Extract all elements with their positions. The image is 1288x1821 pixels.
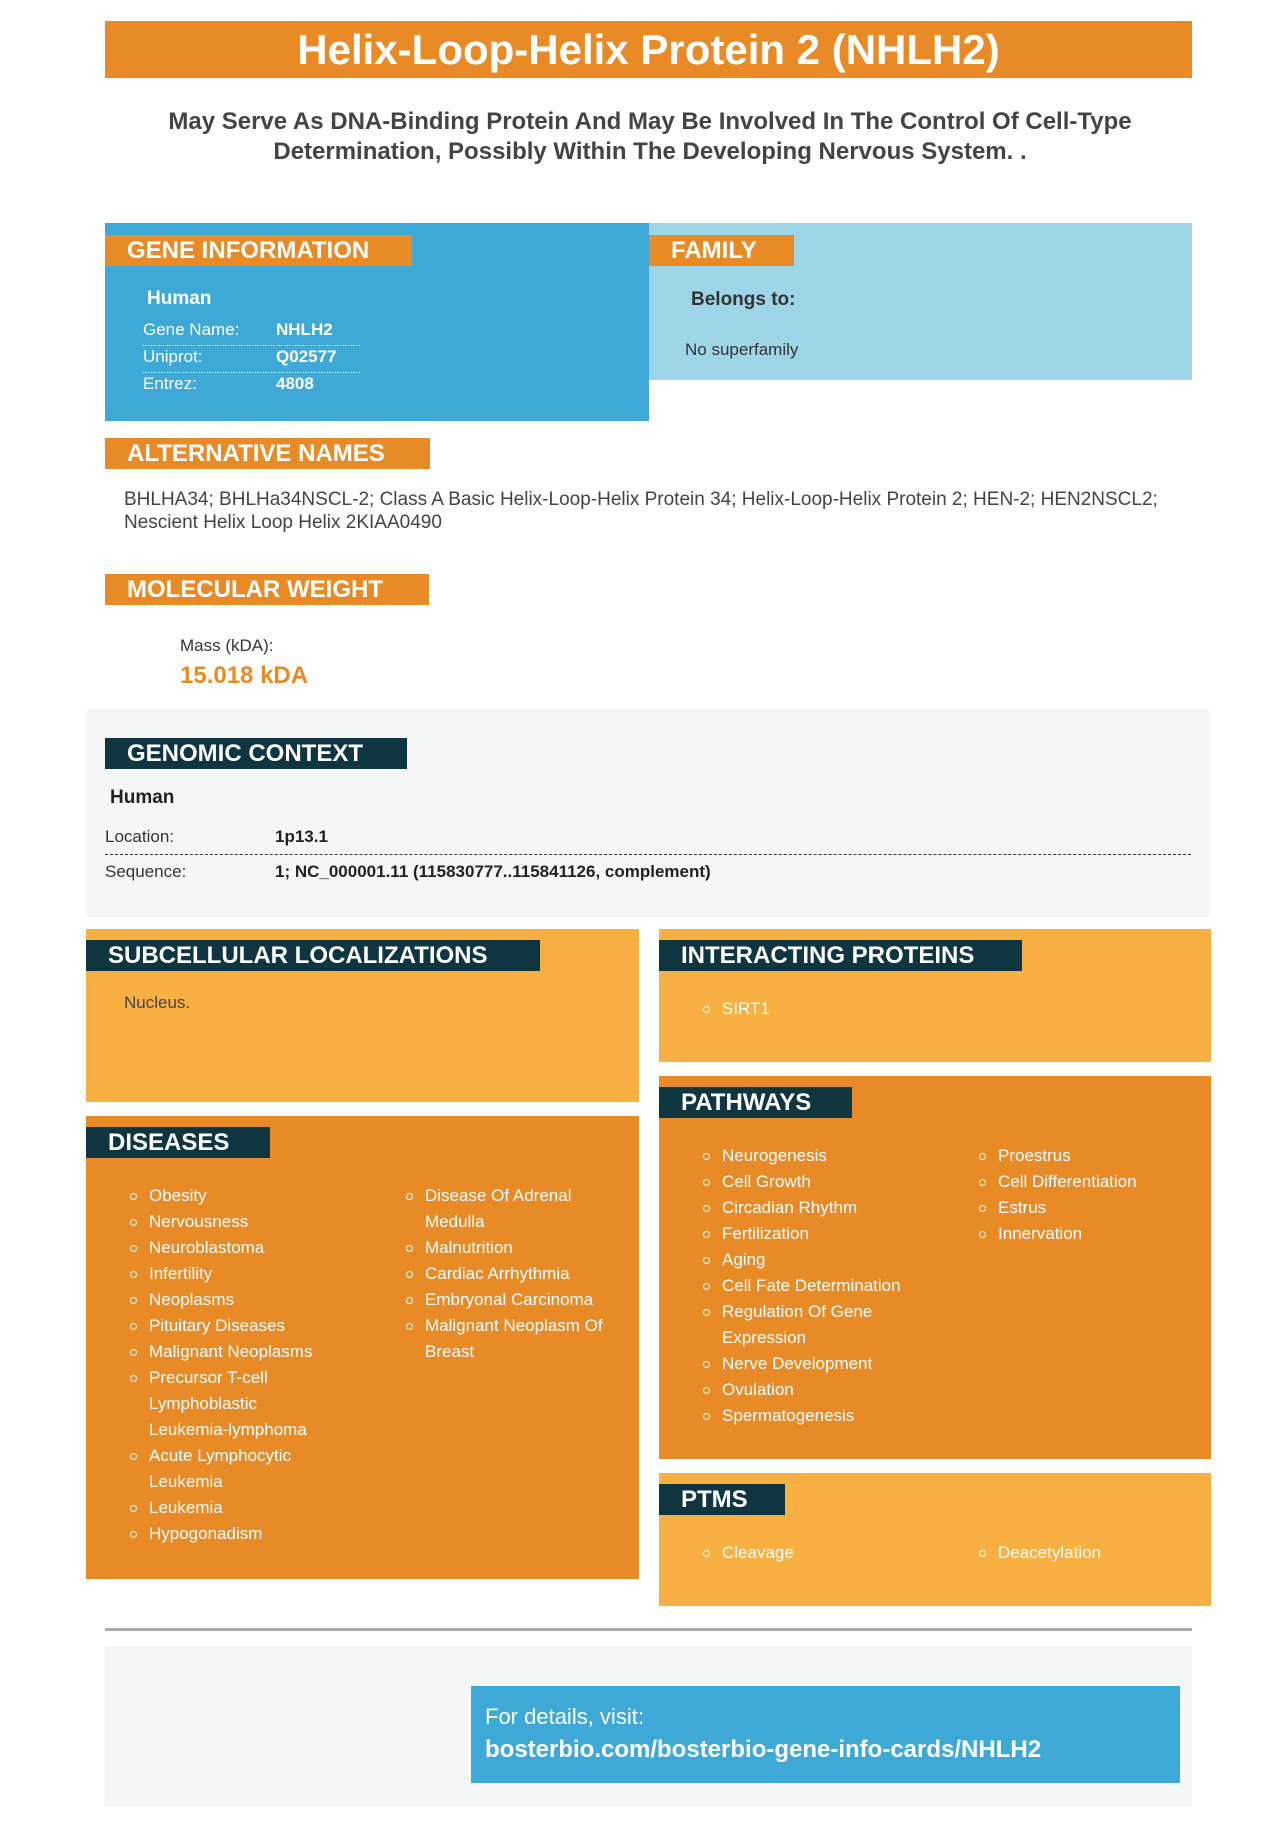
- list-item: Neoplasms: [129, 1287, 369, 1313]
- molecular-weight-heading: MOLECULAR WEIGHT: [105, 574, 429, 605]
- list-item: SIRT1: [702, 996, 770, 1022]
- list-item: Malignant Neoplasms: [129, 1339, 369, 1365]
- pathways-panel: [659, 1076, 1211, 1459]
- genomic-species: Human: [110, 787, 175, 808]
- diseases-list-col1: [129, 1183, 369, 1547]
- ptms-panel: [659, 1473, 1211, 1606]
- list-item: Cell Fate Determination: [702, 1273, 932, 1299]
- list-item: Malnutrition: [405, 1235, 620, 1261]
- divider: [105, 854, 1191, 855]
- alternative-names-text: BHLHA34; BHLHa34NSCL-2; Class A Basic Helix-Loop-Helix Protein 34; Helix-Loop-Helix Protein 2; HEN-2; HEN2NSCL2; Nescient Helix Loop Helix 2KIAA0490: [124, 489, 1158, 533]
- subcellular-localizations-panel: [86, 929, 639, 1102]
- list-item: Regulation Of Gene Expression: [702, 1299, 902, 1351]
- gene-information-panel: [105, 223, 649, 421]
- pathways-list-col2: [978, 1143, 1198, 1247]
- family-heading: FAMILY: [649, 235, 794, 266]
- diseases-panel: [86, 1116, 639, 1579]
- list-item: Estrus: [978, 1195, 1198, 1221]
- sequence-value: 1; NC_000001.11 (115830777..115841126, complement): [275, 862, 711, 881]
- list-item: Infertility: [129, 1261, 369, 1287]
- gene-name-value: NHLH2: [276, 320, 333, 339]
- list-item: Cleavage: [702, 1540, 794, 1566]
- uniprot-label: Uniprot:: [143, 347, 203, 366]
- gene-species: Human: [147, 288, 212, 309]
- mass-label: Mass (kDA):: [180, 636, 274, 655]
- list-item: Malignant Neoplasm Of Breast: [405, 1313, 620, 1365]
- gene-name-row: [143, 316, 358, 342]
- list-item: Pituitary Diseases: [129, 1313, 369, 1339]
- diseases-heading: DISEASES: [86, 1127, 270, 1158]
- list-item: Hypogonadism: [129, 1521, 369, 1547]
- list-item: Ovulation: [702, 1377, 932, 1403]
- family-panel: [649, 223, 1192, 380]
- list-item: Cell Differentiation: [978, 1169, 1198, 1195]
- list-item: Neuroblastoma: [129, 1235, 369, 1261]
- list-item: Cell Growth: [702, 1169, 932, 1195]
- list-item: Spermatogenesis: [702, 1403, 932, 1429]
- list-item: Circadian Rhythm: [702, 1195, 932, 1221]
- subcellular-localizations-heading: SUBCELLULAR LOCALIZATIONS: [86, 940, 540, 971]
- entrez-value: 4808: [276, 374, 314, 393]
- ptms-list-col2: [978, 1540, 1101, 1566]
- uniprot-row: [143, 343, 358, 369]
- location-value: 1p13.1: [275, 827, 328, 846]
- list-item: Proestrus: [978, 1143, 1198, 1169]
- interacting-proteins-list: [702, 996, 770, 1022]
- entrez-row: [143, 370, 358, 396]
- list-item: Disease Of Adrenal Medulla: [405, 1183, 620, 1235]
- ptms-heading: PTMS: [659, 1484, 785, 1515]
- ptms-list-col1: [702, 1540, 794, 1566]
- list-item: Deacetylation: [978, 1540, 1101, 1566]
- pathways-list-col1: [702, 1143, 932, 1429]
- diseases-list-col2: [405, 1183, 620, 1365]
- list-item: Innervation: [978, 1221, 1198, 1247]
- genomic-context-heading: GENOMIC CONTEXT: [105, 738, 407, 769]
- visit-label: For details, visit:: [485, 1704, 644, 1729]
- list-item: Acute Lymphocytic Leukemia: [129, 1443, 319, 1495]
- list-item: Obesity: [129, 1183, 369, 1209]
- details-url-link[interactable]: bosterbio.com/bosterbio-gene-info-cards/NHLH2: [485, 1736, 1042, 1763]
- list-item: Nerve Development: [702, 1351, 932, 1377]
- belongs-to-label: Belongs to:: [691, 289, 796, 310]
- mass-value: 15.018 kDA: [180, 662, 309, 689]
- page-title: Helix-Loop-Helix Protein 2 (NHLH2): [105, 21, 1192, 78]
- uniprot-value: Q02577: [276, 347, 337, 366]
- alternative-names-heading: ALTERNATIVE NAMES: [105, 438, 430, 469]
- subcellular-value: Nucleus.: [124, 993, 191, 1012]
- list-item: Cardiac Arrhythmia: [405, 1261, 620, 1287]
- list-item: Embryonal Carcinoma: [405, 1287, 620, 1313]
- family-value: No superfamily: [685, 340, 799, 359]
- interacting-proteins-panel: [659, 929, 1211, 1062]
- gene-name-label: Gene Name:: [143, 320, 240, 339]
- list-item: Nervousness: [129, 1209, 369, 1235]
- location-label: Location:: [105, 827, 174, 846]
- entrez-label: Entrez:: [143, 374, 197, 393]
- list-item: Fertilization: [702, 1221, 932, 1247]
- list-item: Leukemia: [129, 1495, 369, 1521]
- interacting-proteins-heading: INTERACTING PROTEINS: [659, 940, 1022, 971]
- gene-information-heading: GENE INFORMATION: [105, 235, 412, 266]
- list-item: Aging: [702, 1247, 932, 1273]
- footer-divider: [105, 1628, 1192, 1631]
- details-link-box[interactable]: [471, 1686, 1180, 1783]
- pathways-heading: PATHWAYS: [659, 1087, 852, 1118]
- list-item: Neurogenesis: [702, 1143, 932, 1169]
- list-item: Precursor T-cell Lymphoblastic Leukemia-lymphoma: [129, 1365, 319, 1443]
- sequence-label: Sequence:: [105, 862, 187, 881]
- gene-summary: May Serve As DNA-Binding Protein And May Be Involved In The Control Of Cell-Type Determination, Possibly Within The Developing Nervous System. .: [168, 108, 1132, 165]
- genomic-context-panel: [86, 709, 1210, 917]
